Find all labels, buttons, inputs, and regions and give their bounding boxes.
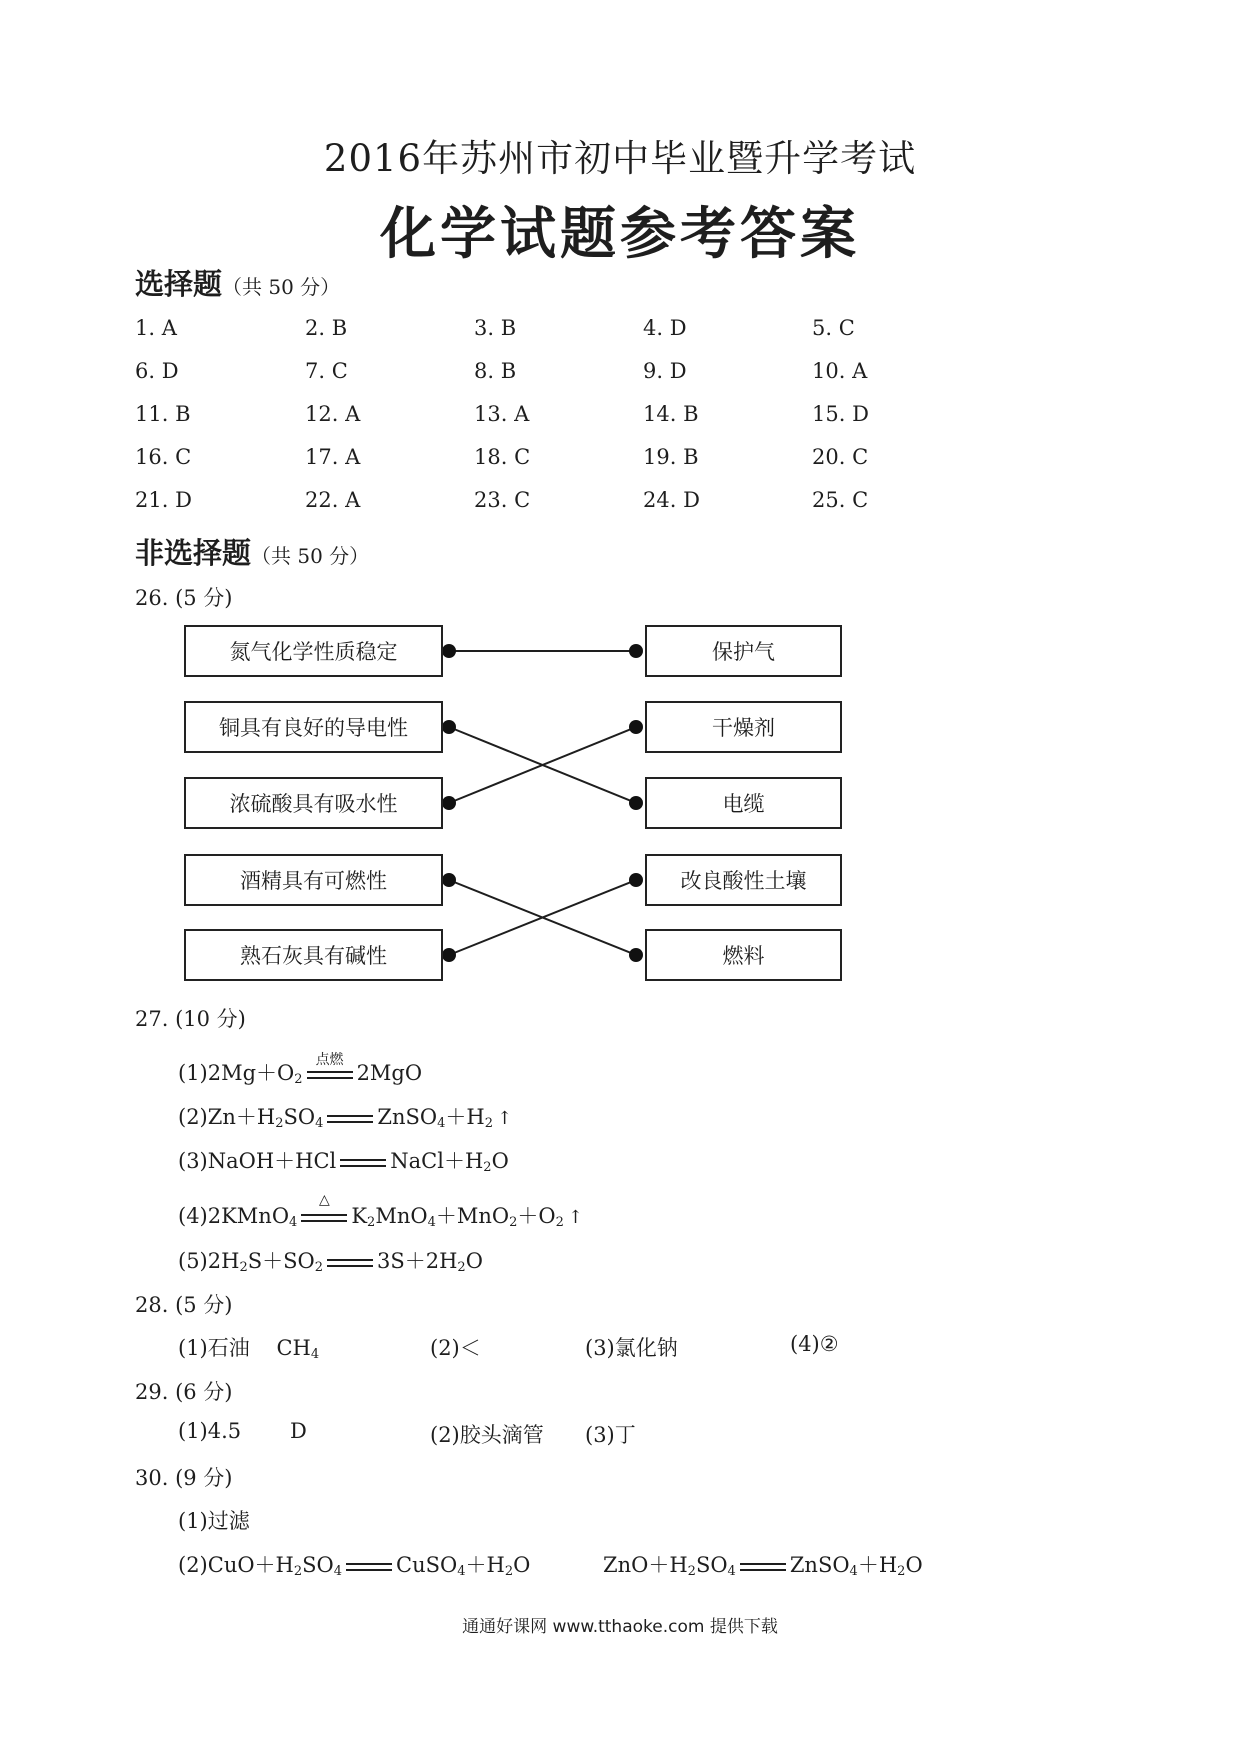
connector-dot xyxy=(442,948,456,962)
reaction-condition: 点燃 xyxy=(315,1051,344,1068)
mc-answer: 23. C xyxy=(474,488,531,512)
mc-answer: 17. A xyxy=(305,445,361,469)
mc-answer: 25. C xyxy=(812,488,869,512)
mc-answer: 10. A xyxy=(812,359,868,383)
gas-arrow-icon: ↑ xyxy=(496,1108,513,1129)
mc-answer: 8. B xyxy=(474,359,517,383)
answer-30-1: (1)过滤 xyxy=(178,1509,250,1533)
answer-28-1: (1)石油 $CH_4$ xyxy=(178,1336,320,1362)
connector-dot xyxy=(629,644,643,658)
equals-sign xyxy=(740,1561,786,1573)
connector-dot xyxy=(442,644,456,658)
mc-answer: 3. B xyxy=(474,316,517,340)
connector-dot xyxy=(629,796,643,810)
section-label: 选择题 xyxy=(135,267,223,301)
property-box: 浓硫酸具有吸水性 xyxy=(184,777,443,829)
question-30-label: 30. (9 分) xyxy=(135,1466,233,1490)
mc-answer: 4. D xyxy=(643,316,687,340)
connector-dot xyxy=(629,873,643,887)
answer-28-3: (3)氯化钠 xyxy=(585,1336,678,1360)
answer-29-1: (1)4.5 xyxy=(178,1419,242,1443)
property-box: 酒精具有可燃性 xyxy=(184,854,443,906)
property-box: 氮气化学性质稳定 xyxy=(184,625,443,677)
mc-answer: 20. C xyxy=(812,445,869,469)
answer-29-1b: D xyxy=(290,1419,307,1443)
mc-answer: 14. B xyxy=(643,402,699,426)
footer-source: 通通好课网 www.tthaoke.com 提供下载 xyxy=(462,1617,778,1637)
mc-answer: 21. D xyxy=(135,488,192,512)
answer-30-2-equation-1: $(2)CuO+H_2SO_4$ $CuSO_4+H_2O$ xyxy=(178,1553,531,1579)
mc-answer: 11. B xyxy=(135,402,191,426)
mc-answer: 19. B xyxy=(643,445,699,469)
equals-sign xyxy=(307,1051,353,1081)
connector-dot xyxy=(629,948,643,962)
question-26-label: 26. (5 分) xyxy=(135,586,233,610)
use-box: 改良酸性土壤 xyxy=(645,854,842,906)
section-label: 非选择题 xyxy=(135,536,252,570)
use-box: 保护气 xyxy=(645,625,842,677)
equals-sign xyxy=(346,1561,392,1573)
equation-1: $(1)2Mg+O_2$ 点燃 2MgO xyxy=(178,1057,422,1087)
connector-dot xyxy=(442,720,456,734)
section-points: （共 50 分） xyxy=(222,275,341,299)
mc-answer: 24. D xyxy=(643,488,700,512)
use-box: 干燥剂 xyxy=(645,701,842,753)
question-28-label: 28. (5 分) xyxy=(135,1293,233,1317)
mc-answer: 15. D xyxy=(812,402,869,426)
answer-29-2: (2)胶头滴管 xyxy=(430,1423,544,1447)
answer-28-2: (2)＜ xyxy=(430,1336,481,1360)
equals-sign xyxy=(301,1191,347,1224)
document-title: 2016年苏州市初中毕业暨升学考试 xyxy=(323,137,917,180)
mc-answer: 2. B xyxy=(305,316,348,340)
mc-answer: 6. D xyxy=(135,359,179,383)
equation-2: $(2)Zn+H_2SO_4$ $ZnSO_4+H_2$ ↑ xyxy=(178,1105,513,1131)
connector-dot xyxy=(442,796,456,810)
question-29-label: 29. (6 分) xyxy=(135,1380,233,1404)
use-box: 电缆 xyxy=(645,777,842,829)
connector-dot xyxy=(629,720,643,734)
answer-29-3: (3)丁 xyxy=(585,1423,636,1447)
mc-answer: 16. C xyxy=(135,445,192,469)
connector-dot xyxy=(442,873,456,887)
equation-5: $(5)2H_2S+SO_2$ $3S+2H_2O$ xyxy=(178,1249,483,1275)
mc-answer: 22. A xyxy=(305,488,361,512)
equals-sign xyxy=(327,1113,373,1125)
gas-arrow-icon: ↑ xyxy=(567,1207,583,1228)
equation-4: (4)2KMnO$_4$ △ $K_2MnO_4+MnO_2+O_2$ ↑ xyxy=(178,1191,583,1230)
mc-answer: 12. A xyxy=(305,402,361,426)
use-box: 燃料 xyxy=(645,929,842,981)
answer-28-4: (4)② xyxy=(790,1332,839,1356)
mc-answer: 9. D xyxy=(643,359,687,383)
document-subtitle: 化学试题参考答案 xyxy=(380,202,860,267)
property-box: 熟石灰具有碱性 xyxy=(184,929,443,981)
mc-answer: 18. C xyxy=(474,445,531,469)
mc-answer: 13. A xyxy=(474,402,530,426)
question-27-label: 27. (10 分) xyxy=(135,1007,246,1031)
reaction-condition: △ xyxy=(318,1191,330,1208)
equals-sign xyxy=(340,1157,386,1169)
mc-answer: 5. C xyxy=(812,316,855,340)
mc-answer: 7. C xyxy=(305,359,348,383)
equals-sign xyxy=(327,1257,373,1269)
section-points: （共 50 分） xyxy=(251,544,370,568)
mc-answer: 1. A xyxy=(135,316,177,340)
property-box: 铜具有良好的导电性 xyxy=(184,701,443,753)
answer-30-2-equation-2: $ZnO+H_2SO_4$ $ZnSO_4+H_2O$ xyxy=(603,1553,923,1579)
equation-3: (3)NaOH＋HCl $NaCl+H_2O$ xyxy=(178,1149,509,1175)
